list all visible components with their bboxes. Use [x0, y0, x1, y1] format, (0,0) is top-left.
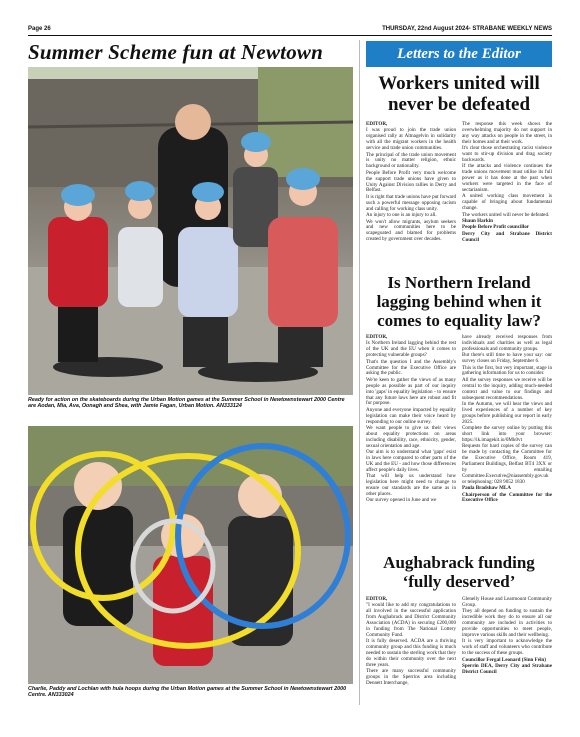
paragraph: In the Autumn, we will hear the views and lived experiences of a number of key groups before publishing our report in early 2025. [462, 400, 552, 425]
paragraph: Our aim is to understand what 'gaps' exist in laws here compared to other parts of the UK and the EU - and how those differences affect people's daily lives. [366, 449, 456, 473]
paragraph: This is the first, but very important, stage in gathering information for us to consider. [462, 364, 552, 377]
signature-title: Chairperson of the Committee for the Executive Office [462, 491, 552, 504]
letter3-col1 [366, 597, 456, 707]
date-line: THURSDAY, 22nd August 2024- STRABANE WEEKLY NEWS [382, 26, 552, 32]
letter-body-2 [366, 335, 552, 549]
signature: Councillor Fergal Leonard (Sinn Féin) [462, 656, 546, 663]
letter-headline-1: Workers united will never be defeated [378, 73, 540, 115]
paragraph: There are many successful community groups in the Sperrins area including Dennett Interchange, [366, 668, 456, 687]
letter-body-1 [366, 122, 552, 270]
salutation: EDITOR, [366, 596, 388, 602]
letter3-col2 [462, 597, 552, 707]
signature-title: People Before Profit councillor [462, 224, 530, 231]
paragraph: All the survey responses we receive will be central to the inquiry, adding much-needed context and value to our findings and subsequent recommendations. [462, 376, 552, 401]
skateboard-photo [28, 67, 353, 395]
paragraph: "I would like to add my congratulations to all involved in the successful application from Aughabrack and District Community Association (ACDA) in securing £200,000 in funding from The National Lottery Community Fund. [366, 602, 456, 638]
section-banner: Letters to the Editor [366, 41, 552, 67]
paragraph: Complete the survey online by putting this short link into your browser: https://ik.imagekit.io/0Mk0vt [462, 425, 552, 443]
salutation: EDITOR, [366, 334, 388, 340]
signature-title: Sperrin DEA, Derry City and Strabane District Council [462, 662, 552, 675]
header-rule [28, 35, 552, 36]
paragraph: An injury to one is an injury to all. [366, 212, 437, 219]
signature: Paula Bradshaw MLA [462, 485, 511, 492]
salutation: EDITOR, [366, 121, 388, 127]
paragraph: It is fully deserved. ACDA are a thriving community group and this funding is much needed to sustain the sterling work that they do within their community over the next three years. [366, 638, 456, 668]
story-headline: Summer Scheme fun at Newtown [28, 40, 323, 64]
photo-caption-2: Charlie, Paddy and Lochlan with hula hoops during the Urban Motion games at the Summer School in Newtownstewart 2000 Centre. AN333024 [28, 686, 347, 699]
paragraph: Requests for hard copies of the survey can be made by contacting the Committee for the Executive Office, Room 419, Parliament Buildings, Belfast BT4 3XX or by emailing Committee.Executive@niassembly.gov.uk or telephoning: 028 9052 1830 [462, 443, 552, 485]
paragraph: It is right that trade unions have put forward such a powerful message opposing racism and calling for working class unity. [366, 193, 456, 212]
paragraph: That's the question I and the Assembly's Committee for the Executive Office are asking the public. [366, 358, 456, 377]
paragraph: We want people to give us their views about equality protections on areas including disability, race, ethnicity, gender, sexual orientation and age. [366, 425, 456, 449]
paragraph: Is Northern Ireland lagging behind the rest of the UK and the EU when it comes to protecting vulnerable groups? [366, 340, 456, 359]
paragraph: It is very important to acknowledge the work of staff and volunteers who contribute to the success of these groups. [462, 638, 552, 657]
letter2-col1 [366, 335, 456, 549]
letter1-col2 [462, 122, 552, 270]
signature: Shaun Harkin [462, 218, 494, 224]
letter-headline-2: Is Northern Ireland lagging behind when it comes to equality law? [376, 273, 542, 330]
paragraph: If the attacks and violence continues the trade unions movement must utilise its full power as it has done at the past when workers were targeted in the face of sectarianism. [462, 163, 552, 193]
hula-hoop-photo [28, 426, 353, 684]
letter-body-3 [366, 597, 552, 707]
paragraph: Glenelly House and Learmount Community Group. [462, 596, 552, 608]
paragraph: People Before Profit very much welcome the support trade unions have given to Unity Against Division rallies in Derry and Belfast. [366, 169, 456, 194]
letter2-col2 [462, 335, 552, 549]
signature-org: Derry City and Strabane District Council [462, 230, 552, 243]
paragraph: Our survey opened in June and we [366, 497, 437, 504]
paragraph: have already received responses from individuals and charities as well as legal professionals and community groups. [462, 334, 552, 352]
column-divider [359, 40, 360, 705]
paragraph: They all depend on funding to sustain the incredible work they do to ensure all our community are included in activities to provide opportunities to meet people, improve various skills and their wellbeing. [462, 608, 552, 638]
paragraph: We're keen to gather the views of as many people as possible as part of our inquiry into 'gaps' in equality legislation - to ensure that any future laws here are robust and fit for purpose. [366, 376, 456, 407]
photo-caption-1: Ready for action on the skateboards during the Urban Motion games at the Summer School in Newtownstewart 2000 Centre are Aodan, Mia, Ava, Oonagh and Shea, with Jamie Fagan, Urban Motion. AN333124 [28, 397, 345, 410]
paragraph: A united working class movement is capable of bringing about fundamental change. [462, 193, 552, 212]
paragraph: That will help us understand how legislation here might need to change to ensure our standards are the same as in other places. [366, 473, 456, 498]
paragraph: Anyone and everyone impacted by equality legislation can make their voice heard by responding to our online survey. [366, 406, 456, 425]
paragraph: The response this week shows the overwhelming majority do not support in any way attacks on people in the street, in their homes and at their work. [462, 121, 552, 145]
paragraph: I was proud to join the trade union organised rally at Altnagelvin in solidarity with all the migrant workers in the health service and trade union communities. [366, 127, 456, 152]
paragraph: The workers united will never be defeated. [462, 211, 550, 218]
paragraph: But there's still time to have your say: our survey closes on Friday, September 6. [462, 352, 552, 365]
page-number: Page 26 [28, 26, 51, 32]
paragraph: We won't allow migrants, asylum seekers and new communities here to be scapegoated and blamed for problems created by government over decades. [366, 218, 456, 243]
paragraph: It's clear those orchestrating racist violence want to stir-up division and drag society backwards. [462, 145, 552, 163]
paragraph: The principal of the trade union movement is unity no matter religion, ethnic background or nationality. [366, 151, 456, 170]
letter1-col1 [366, 122, 456, 270]
letter-headline-3: Aughabrack funding ‘fully deserved’ [383, 553, 535, 591]
